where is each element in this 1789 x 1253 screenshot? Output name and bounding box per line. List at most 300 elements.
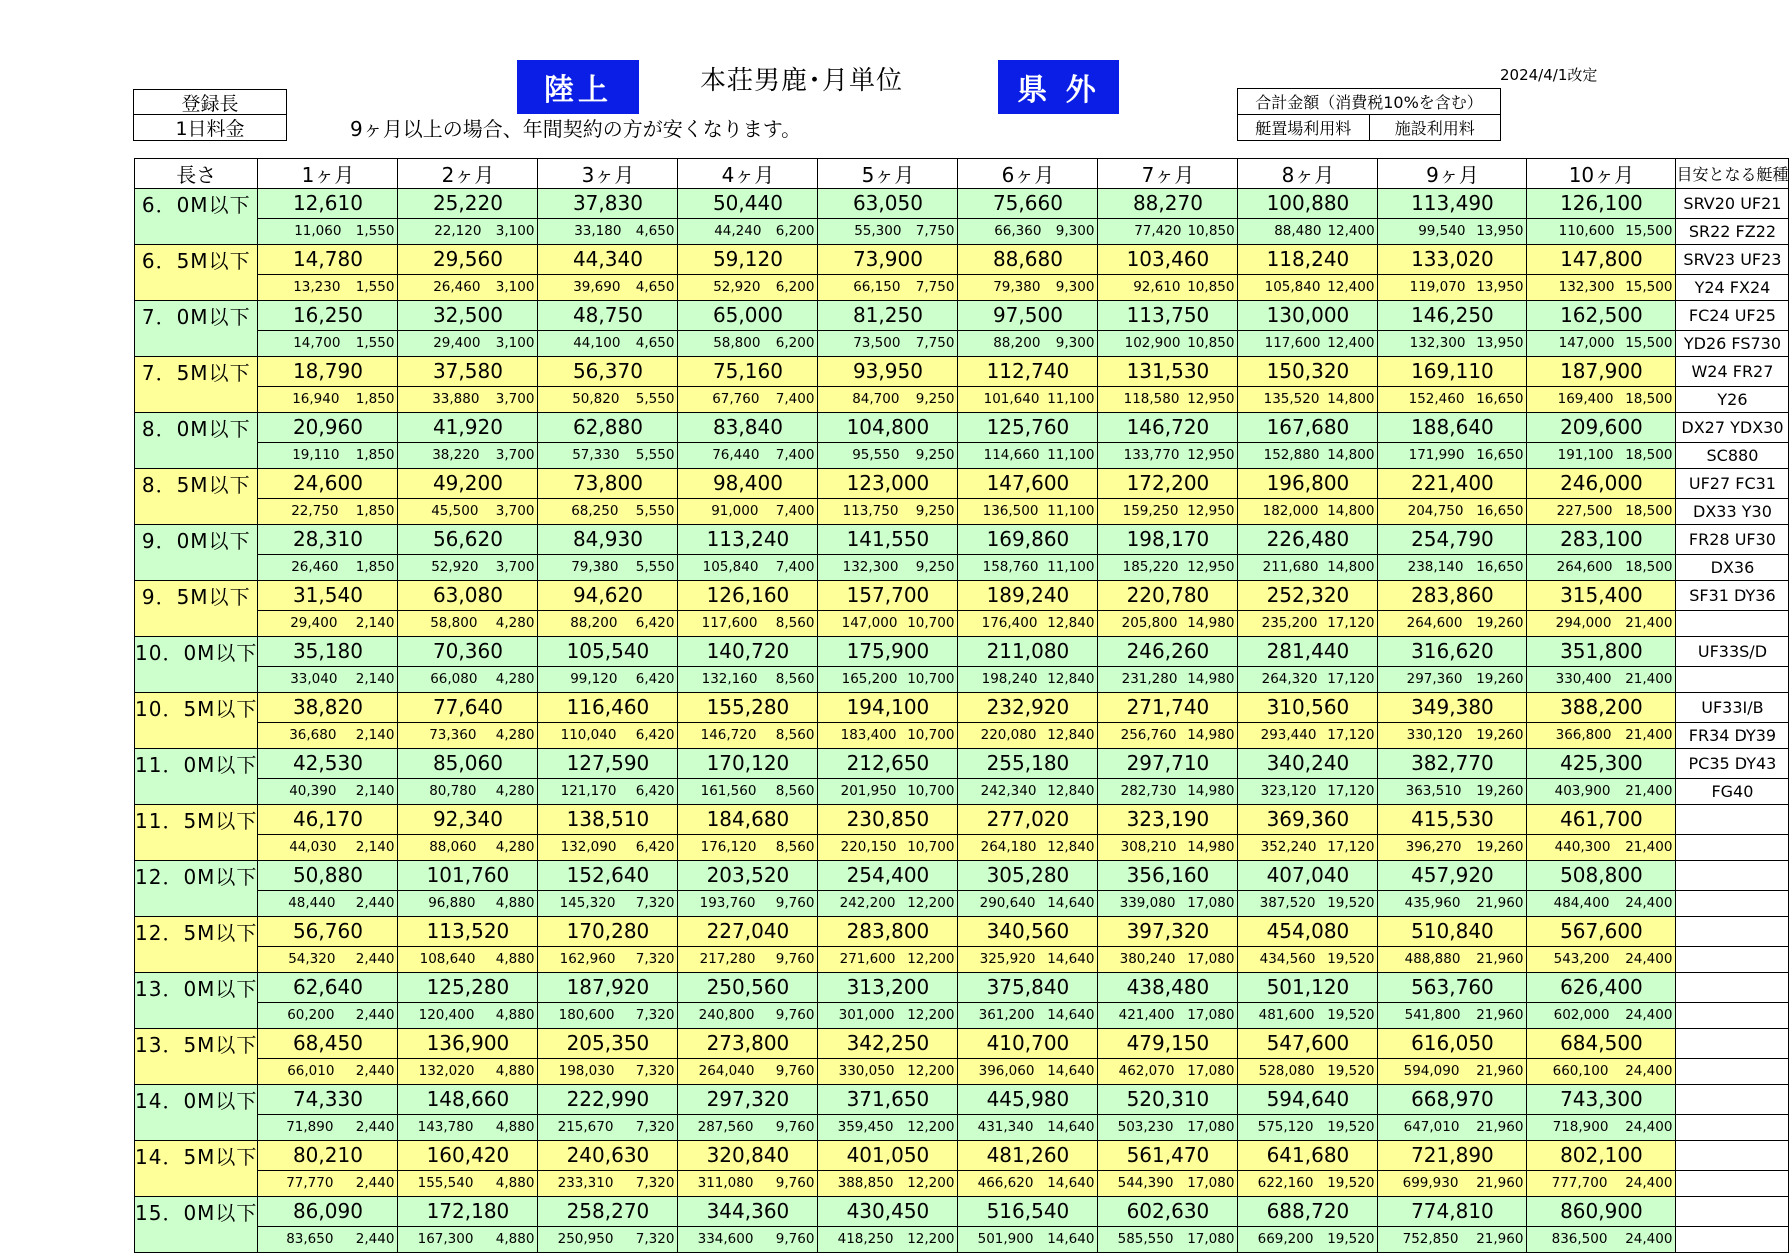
facility-fee: 24,400 [1625,1231,1673,1248]
facility-fee: 4,280 [495,727,535,744]
total-amount: 382,770 [1378,749,1527,779]
total-amount: 175,900 [818,637,958,667]
storage-fee: 132,300 [1558,279,1615,296]
table-row [135,301,1789,331]
total-amount: 104,800 [818,413,958,443]
table-subrow [135,834,1789,861]
column-header: 1ヶ月 [258,159,398,189]
total-amount: 80,210 [258,1141,398,1171]
fee-breakdown [1378,330,1527,357]
storage-fee: 52,920 [431,559,479,576]
storage-fee: 201,950 [840,783,897,800]
facility-fee: 7,320 [635,895,675,912]
facility-fee: 7,320 [635,1175,675,1192]
facility-fee: 14,640 [1047,1231,1095,1248]
facility-fee: 17,080 [1187,1231,1235,1248]
storage-fee: 308,210 [1120,839,1177,856]
facility-fee: 7,750 [915,335,955,352]
storage-fee: 110,040 [560,727,617,744]
fee-breakdown [398,330,538,357]
total-amount: 340,240 [1238,749,1378,779]
storage-fee: 481,600 [1258,1007,1315,1024]
fee-breakdown [818,274,958,301]
fee-breakdown [1378,1170,1527,1197]
facility-fee: 9,300 [1055,223,1095,240]
total-amount: 222,990 [538,1085,678,1115]
facility-fee: 18,500 [1625,503,1673,520]
fee-breakdown [398,1002,538,1029]
storage-fee: 185,220 [1122,559,1179,576]
total-amount: 118,240 [1238,245,1378,275]
fee-breakdown [1238,1002,1378,1029]
total-amount: 668,970 [1378,1085,1527,1115]
table-subrow [135,386,1789,413]
boat-type [1676,973,1789,1003]
total-amount: 172,200 [1098,469,1238,499]
total-amount: 410,700 [958,1029,1098,1059]
fee-breakdown [398,1226,538,1253]
length-label-spacer [135,1002,258,1029]
total-amount: 246,260 [1098,637,1238,667]
facility-fee: 12,950 [1187,447,1235,464]
fee-breakdown [258,274,398,301]
storage-fee: 699,930 [1402,1175,1459,1192]
storage-fee: 235,200 [1261,615,1318,632]
table-row [135,357,1789,387]
facility-fee: 2,140 [355,727,395,744]
storage-fee: 220,080 [980,727,1037,744]
storage-fee: 330,400 [1555,671,1612,688]
total-amount: 94,620 [538,581,678,611]
fee-breakdown [1527,946,1676,973]
total-amount: 510,840 [1378,917,1527,947]
storage-fee: 44,240 [714,223,762,240]
total-amount: 602,630 [1098,1197,1238,1227]
storage-fee: 363,510 [1405,783,1462,800]
storage-fee: 544,390 [1117,1175,1174,1192]
fee-breakdown [678,666,818,693]
facility-fee: 17,120 [1327,727,1375,744]
total-amount: 70,360 [398,637,538,667]
total-amount: 14,780 [258,245,398,275]
total-amount: 113,490 [1378,189,1527,219]
fee-breakdown [1378,610,1527,637]
length-label-spacer [135,330,258,357]
facility-fee: 2,440 [355,951,395,968]
length-label: 9．0M以下 [135,525,258,555]
storage-fee: 543,200 [1553,951,1610,968]
total-amount: 116,460 [538,693,678,723]
total-amount: 127,590 [538,749,678,779]
facility-fee: 7,320 [635,1119,675,1136]
length-label-spacer [135,442,258,469]
storage-fee: 79,380 [993,279,1041,296]
fee-breakdown [1527,778,1676,805]
storage-fee: 102,900 [1124,335,1181,352]
facility-fee: 14,800 [1327,391,1375,408]
length-label-spacer [135,666,258,693]
storage-fee: 147,000 [1558,335,1615,352]
fee-breakdown [958,498,1098,525]
storage-fee: 575,120 [1257,1119,1314,1136]
total-amount: 479,150 [1098,1029,1238,1059]
facility-fee: 16,650 [1476,559,1524,576]
total-amount: 188,640 [1378,413,1527,443]
table-row [135,749,1789,779]
total-amount: 743,300 [1527,1085,1676,1115]
facility-fee: 1,850 [355,559,395,576]
storage-fee: 99,120 [570,671,618,688]
storage-fee: 114,660 [983,447,1040,464]
storage-fee: 264,600 [1406,615,1463,632]
storage-fee: 88,480 [1274,223,1322,240]
boat-type [1676,1002,1789,1029]
fee-breakdown [818,890,958,917]
facility-fee: 9,250 [915,559,955,576]
total-amount: 258,270 [538,1197,678,1227]
storage-fee: 159,250 [1122,503,1179,520]
total-amount: 62,640 [258,973,398,1003]
facility-fee: 16,650 [1476,391,1524,408]
facility-fee: 11,100 [1047,391,1095,408]
fee-breakdown [958,666,1098,693]
fee-breakdown [1098,330,1238,357]
facility-fee: 9,760 [775,895,815,912]
facility-fee: 19,520 [1327,1175,1375,1192]
total-amount: 283,800 [818,917,958,947]
length-label: 14．0M以下 [135,1085,258,1115]
storage-fee: 158,760 [982,559,1039,576]
fee-breakdown [538,1170,678,1197]
total-amount: 230,850 [818,805,958,835]
table-subrow [135,330,1789,357]
fee-breakdown [958,442,1098,469]
boat-type: Y24 FX24 [1676,274,1789,301]
fee-breakdown [818,1226,958,1253]
fee-breakdown [1527,722,1676,749]
total-amount: 721,890 [1378,1141,1527,1171]
facility-fee: 19,260 [1476,783,1524,800]
total-amount: 37,580 [398,357,538,387]
facility-fee: 2,440 [355,1063,395,1080]
boat-type: DX36 [1676,554,1789,581]
storage-fee: 152,880 [1263,447,1320,464]
facility-fee: 21,400 [1625,615,1673,632]
storage-fee: 287,560 [697,1119,754,1136]
total-amount: 113,240 [678,525,818,555]
storage-fee: 169,400 [1557,391,1614,408]
total-amount: 315,400 [1527,581,1676,611]
table-subrow [135,1114,1789,1141]
facility-fee: 4,280 [495,671,535,688]
total-amount: 415,530 [1378,805,1527,835]
total-amount: 212,650 [818,749,958,779]
total-amount: 97,500 [958,301,1098,331]
total-amount: 388,200 [1527,693,1676,723]
storage-fee: 215,670 [557,1119,614,1136]
fee-breakdown [1098,834,1238,861]
page-title: 本荘男鹿･月単位 [700,66,904,96]
fee-breakdown [1098,442,1238,469]
facility-fee: 9,760 [775,1007,815,1024]
storage-fee: 29,400 [433,335,481,352]
fee-breakdown [678,722,818,749]
facility-fee: 2,440 [355,1007,395,1024]
storage-fee: 466,620 [977,1175,1034,1192]
total-amount: 356,160 [1098,861,1238,891]
fee-breakdown [1378,386,1527,413]
fee-breakdown [1378,554,1527,581]
total-amount: 147,800 [1527,245,1676,275]
storage-fee: 38,220 [432,447,480,464]
total-amount: 37,830 [538,189,678,219]
total-amount: 86,090 [258,1197,398,1227]
table-row [135,1085,1789,1115]
storage-fee: 421,400 [1118,1007,1175,1024]
legend-left [133,89,287,141]
storage-fee: 26,460 [433,279,481,296]
storage-fee: 11,060 [294,223,342,240]
facility-fee: 4,880 [495,1063,535,1080]
storage-fee: 73,360 [429,727,477,744]
storage-fee: 117,600 [1264,335,1321,352]
facility-fee: 7,400 [775,391,815,408]
total-amount: 63,080 [398,581,538,611]
boat-type: FC24 UF25 [1676,301,1789,331]
facility-fee: 6,200 [775,223,815,240]
facility-fee: 10,700 [907,727,955,744]
facility-fee: 6,420 [635,615,675,632]
fee-breakdown [398,778,538,805]
total-amount: 196,800 [1238,469,1378,499]
fee-breakdown [1098,386,1238,413]
fee-breakdown [1527,218,1676,245]
total-amount: 77,640 [398,693,538,723]
column-header: 9ヶ月 [1378,159,1527,189]
column-header: 目安となる艇種 [1676,159,1789,189]
length-label: 11．5M以下 [135,805,258,835]
total-amount: 508,800 [1527,861,1676,891]
storage-fee: 647,010 [1403,1119,1460,1136]
total-amount: 138,510 [538,805,678,835]
column-header: 長さ [135,159,258,189]
total-amount: 438,480 [1098,973,1238,1003]
fee-breakdown [398,610,538,637]
fee-breakdown [538,386,678,413]
column-header: 6ヶ月 [958,159,1098,189]
facility-fee: 17,080 [1187,1175,1235,1192]
fee-breakdown [958,722,1098,749]
storage-fee: 293,440 [1260,727,1317,744]
total-amount: 688,720 [1238,1197,1378,1227]
facility-fee: 7,400 [775,559,815,576]
fee-breakdown [398,946,538,973]
fee-breakdown [398,498,538,525]
facility-fee: 12,400 [1327,335,1375,352]
fee-breakdown [678,890,818,917]
total-amount: 85,060 [398,749,538,779]
storage-fee: 55,300 [854,223,902,240]
total-amount: 24,600 [258,469,398,499]
facility-fee: 21,960 [1476,1119,1524,1136]
total-amount: 297,320 [678,1085,818,1115]
fee-breakdown [538,1058,678,1085]
fee-breakdown [258,610,398,637]
total-amount: 155,280 [678,693,818,723]
total-amount: 310,560 [1238,693,1378,723]
total-amount: 103,460 [1098,245,1238,275]
length-label-spacer [135,274,258,301]
fee-breakdown [1098,1002,1238,1029]
facility-fee: 8,560 [775,783,815,800]
fee-breakdown [1378,498,1527,525]
facility-fee: 17,080 [1187,1063,1235,1080]
facility-fee: 12,840 [1047,615,1095,632]
fee-breakdown [1238,610,1378,637]
boat-type: SC880 [1676,442,1789,469]
total-amount: 342,250 [818,1029,958,1059]
total-amount: 50,880 [258,861,398,891]
facility-fee: 24,400 [1625,1175,1673,1192]
fee-breakdown [398,442,538,469]
facility-fee: 4,650 [635,335,675,352]
total-amount: 281,440 [1238,637,1378,667]
total-amount: 59,120 [678,245,818,275]
fee-breakdown [678,274,818,301]
facility-fee: 3,100 [495,223,535,240]
total-amount: 148,660 [398,1085,538,1115]
total-amount: 254,790 [1378,525,1527,555]
storage-fee: 396,060 [978,1063,1035,1080]
storage-fee: 77,770 [286,1175,334,1192]
fee-breakdown [818,218,958,245]
facility-fee: 9,300 [1055,335,1095,352]
length-label: 10．0M以下 [135,637,258,667]
facility-fee: 14,640 [1047,1007,1095,1024]
fee-breakdown [1527,666,1676,693]
fee-breakdown [678,1114,818,1141]
fee-breakdown [958,1058,1098,1085]
storage-fee: 325,920 [979,951,1036,968]
total-amount: 227,040 [678,917,818,947]
storage-fee: 99,540 [1418,223,1466,240]
length-label: 15．0M以下 [135,1197,258,1227]
total-amount: 75,660 [958,189,1098,219]
total-amount: 88,270 [1098,189,1238,219]
fee-breakdown [1238,554,1378,581]
length-label-spacer [135,498,258,525]
total-amount: 187,920 [538,973,678,1003]
storage-fee: 311,080 [697,1175,754,1192]
facility-fee: 4,280 [495,783,535,800]
storage-fee: 88,200 [570,615,618,632]
fee-breakdown [398,274,538,301]
facility-fee: 17,120 [1327,615,1375,632]
storage-fee: 14,700 [293,335,341,352]
fee-breakdown [1238,442,1378,469]
storage-fee: 418,250 [837,1231,894,1248]
column-header: 10ヶ月 [1527,159,1676,189]
total-amount: 320,840 [678,1141,818,1171]
total-amount: 44,340 [538,245,678,275]
storage-fee: 290,640 [979,895,1036,912]
total-amount: 305,280 [958,861,1098,891]
facility-fee: 19,520 [1327,1119,1375,1136]
boat-type: FG40 [1676,778,1789,805]
storage-fee: 95,550 [852,447,900,464]
facility-fee: 19,260 [1476,839,1524,856]
length-label-spacer [135,1170,258,1197]
facility-fee: 17,080 [1187,1119,1235,1136]
fee-breakdown [1098,218,1238,245]
legend-total-amount: 合計金額（消費税10%を含む） [1238,89,1500,115]
storage-fee: 205,800 [1121,615,1178,632]
table-subrow [135,498,1789,525]
fee-breakdown [1527,442,1676,469]
total-amount: 211,080 [958,637,1098,667]
facility-fee: 17,080 [1187,895,1235,912]
storage-fee: 66,010 [287,1063,335,1080]
total-amount: 101,760 [398,861,538,891]
storage-fee: 240,800 [698,1007,755,1024]
facility-fee: 12,840 [1047,839,1095,856]
storage-fee: 264,600 [1556,559,1613,576]
facility-fee: 14,800 [1327,503,1375,520]
column-header: 4ヶ月 [678,159,818,189]
total-amount: 425,300 [1527,749,1676,779]
table-subrow [135,274,1789,301]
storage-fee: 180,600 [558,1007,615,1024]
facility-fee: 21,960 [1476,1007,1524,1024]
storage-fee: 76,440 [712,447,760,464]
storage-fee: 462,070 [1118,1063,1175,1080]
table-subrow [135,722,1789,749]
boat-type: SR22 FZ22 [1676,218,1789,245]
fee-breakdown [818,1170,958,1197]
fee-breakdown [538,890,678,917]
storage-fee: 77,420 [1134,223,1182,240]
storage-fee: 147,000 [841,615,898,632]
storage-fee: 66,360 [994,223,1042,240]
storage-fee: 227,500 [1556,503,1613,520]
total-amount: 252,320 [1238,581,1378,611]
fee-breakdown [258,778,398,805]
fee-breakdown [1527,554,1676,581]
storage-fee: 352,240 [1260,839,1317,856]
facility-fee: 16,650 [1476,447,1524,464]
fee-breakdown [1378,274,1527,301]
fee-breakdown [958,218,1098,245]
facility-fee: 4,650 [635,279,675,296]
fee-breakdown [1098,1114,1238,1141]
facility-fee: 9,250 [915,391,955,408]
facility-fee: 17,120 [1327,783,1375,800]
fee-breakdown [398,386,538,413]
storage-fee: 594,090 [1403,1063,1460,1080]
storage-fee: 121,170 [560,783,617,800]
table-subrow [135,442,1789,469]
fee-breakdown [958,1114,1098,1141]
facility-fee: 2,440 [355,895,395,912]
facility-fee: 19,520 [1327,1063,1375,1080]
table-row [135,805,1789,835]
facility-fee: 2,140 [355,671,395,688]
storage-fee: 50,820 [572,391,620,408]
boat-type: DX27 YDX30 [1676,413,1789,443]
total-amount: 255,180 [958,749,1098,779]
fee-breakdown [678,554,818,581]
storage-fee: 366,800 [1555,727,1612,744]
